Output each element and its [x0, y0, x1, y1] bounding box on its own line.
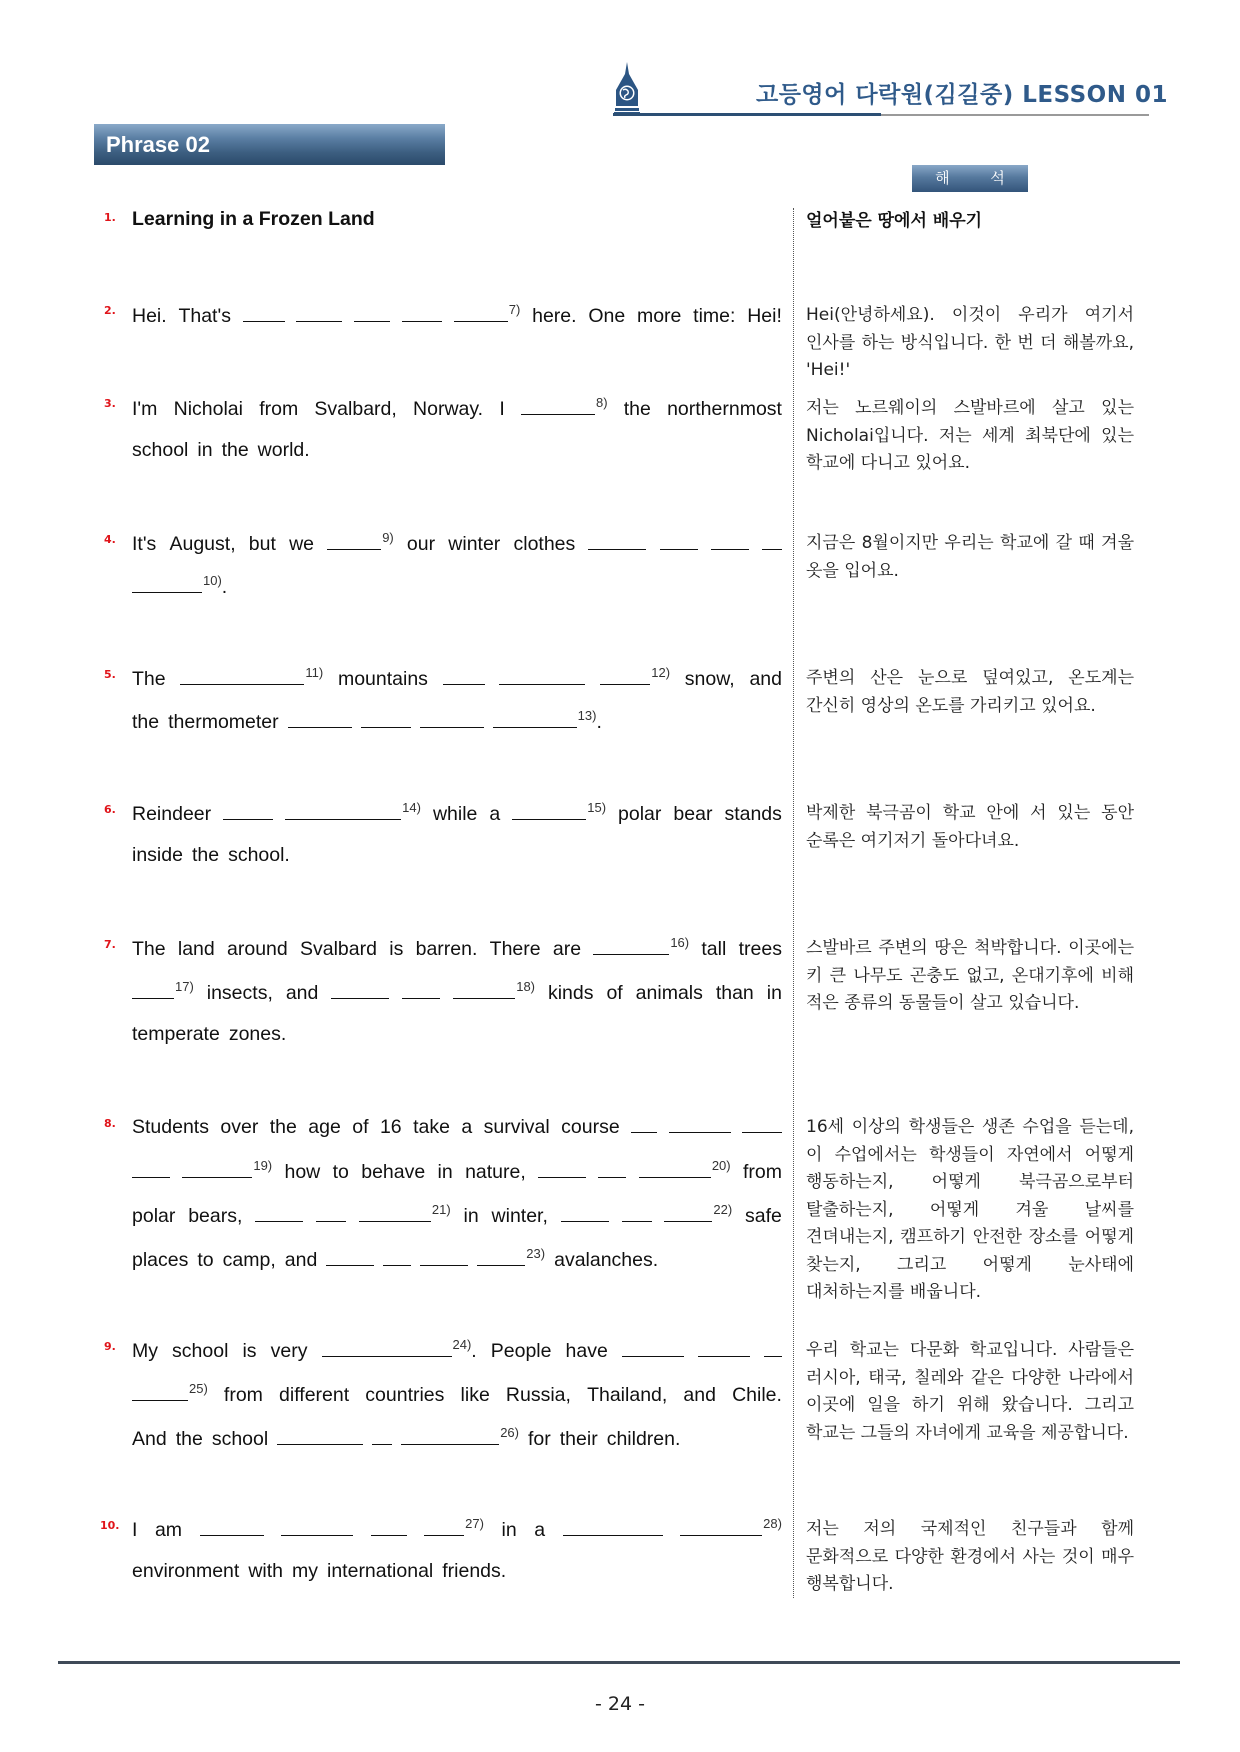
answer-blank[interactable] [593, 936, 669, 955]
answer-blank[interactable] [402, 980, 440, 999]
answer-blank[interactable] [223, 801, 273, 820]
item-english-line: $^{10)}$. [132, 573, 782, 599]
header-title: 고등영어 다락원(김길중) LESSON 01 [756, 82, 1168, 108]
answer-blank[interactable] [420, 709, 484, 728]
answer-blank[interactable] [521, 396, 595, 415]
answer-blank[interactable] [132, 980, 174, 999]
column-divider [793, 208, 794, 1598]
item-english-line: polar bears, $^{21)}$ in winter, $^{22)}$ safe [132, 1202, 782, 1227]
answer-blank[interactable] [680, 1517, 762, 1536]
item-english-line: I am $^{27)}$ in a $^{28)}$ [132, 1516, 782, 1541]
answer-blank[interactable] [132, 574, 202, 593]
answer-blank[interactable] [742, 1114, 782, 1133]
answer-blank[interactable] [622, 1338, 684, 1357]
item-number: 2. [104, 304, 116, 317]
answer-blank[interactable] [132, 1159, 170, 1178]
item-korean: 박제한 북극곰이 학교 안에 서 있는 동안 순록은 여기저기 돌아다녀요. [806, 803, 1134, 851]
answer-blank[interactable] [331, 980, 389, 999]
answer-blank[interactable] [711, 531, 749, 550]
answer-blank[interactable] [598, 1159, 626, 1178]
item-english-line: The land around Svalbard is barren. There are $^{16)}$ tall trees [132, 935, 782, 960]
item-english-line: $^{25)}$ from different countries like Russia, Thailand, and Chile. [132, 1381, 782, 1407]
item-number: 10. [100, 1519, 120, 1532]
section-title-box [94, 124, 445, 165]
section-title: Phrase 02 [106, 132, 210, 157]
item-english-line: Hei. That's $^{7)}$ here. One more time: Hei! [132, 302, 782, 327]
item-english-line: I'm Nicholai from Svalbard, Norway. I $^{8)}$ the northernmost [132, 395, 782, 420]
answer-blank[interactable] [401, 1426, 499, 1445]
answer-blank[interactable] [631, 1114, 657, 1133]
answer-blank[interactable] [132, 1382, 188, 1401]
page-number: - 24 - [595, 1693, 645, 1715]
header-underline-grey [881, 114, 1149, 116]
answer-blank[interactable] [600, 666, 650, 685]
answer-blank[interactable] [354, 303, 390, 322]
item-english-line: $^{19)}$ how to behave in nature, $^{20)}$ from [132, 1158, 782, 1184]
item-english-line: the thermometer $^{13)}$. [132, 708, 602, 733]
answer-blank[interactable] [499, 666, 585, 685]
answer-blank[interactable] [639, 1159, 711, 1178]
item-number: 5. [104, 668, 116, 681]
answer-blank[interactable] [454, 303, 508, 322]
item-korean: Hei(안녕하세요). 이것이 우리가 여기서 인사를 하는 방식입니다. 한 번 더 해볼까요, 'Hei!' [806, 305, 1134, 380]
interpretation-badge: 해 석 [912, 165, 1028, 192]
pen-nib-globe-icon [612, 60, 642, 116]
item-korean: 스발바르 주변의 땅은 척박합니다. 이곳에는 키 큰 나무도 곤충도 없고, 온대기후에 비해 적은 종류의 동물들이 살고 있습니다. [806, 938, 1134, 1013]
item-number: 8. [104, 1117, 116, 1130]
answer-blank[interactable] [296, 303, 342, 322]
answer-blank[interactable] [322, 1338, 452, 1357]
answer-blank[interactable] [285, 801, 401, 820]
answer-blank[interactable] [660, 531, 698, 550]
item-english-line: places to camp, and $^{23)}$ avalanches. [132, 1246, 659, 1271]
answer-blank[interactable] [561, 1203, 609, 1222]
item-number: 9. [104, 1340, 116, 1353]
answer-blank[interactable] [255, 1203, 303, 1222]
item-english-line: temperate zones. [132, 1023, 287, 1045]
item-number: 7. [104, 938, 116, 951]
answer-blank[interactable] [453, 980, 515, 999]
answer-blank[interactable] [420, 1247, 468, 1266]
answer-blank[interactable] [669, 1114, 731, 1133]
item-korean: 우리 학교는 다문화 학교입니다. 사람들은 러시아, 태국, 칠레와 같은 다양한 나라에서 이곳에 일을 하기 위해 왔습니다. 그리고 학교는 그들의 자녀에게 교육을 제공합니다. [806, 1340, 1134, 1443]
answer-blank[interactable] [764, 1338, 782, 1357]
answer-blank[interactable] [477, 1247, 525, 1266]
item-english-line: Reindeer $^{14)}$ while a $^{15)}$ polar bear stands [132, 800, 782, 825]
answer-blank[interactable] [327, 531, 381, 550]
answer-blank[interactable] [288, 709, 352, 728]
item-english-line: The $^{11)}$ mountains $^{12)}$ snow, and [132, 665, 782, 690]
item-number: 3. [104, 397, 116, 410]
answer-blank[interactable] [563, 1517, 663, 1536]
item-korean: 저는 노르웨이의 스발바르에 살고 있는 Nicholai입니다. 저는 세계 최북단에 있는 학교에 다니고 있어요. [806, 398, 1134, 473]
answer-blank[interactable] [316, 1203, 346, 1222]
item-english-line: school in the world. [132, 439, 310, 461]
answer-blank[interactable] [371, 1517, 407, 1536]
item-korean: 주변의 산은 눈으로 덮여있고, 온도계는 간신히 영상의 온도를 가리키고 있어요. [806, 668, 1134, 716]
item-english-line: environment with my international friends. [132, 1560, 507, 1582]
answer-blank[interactable] [180, 666, 304, 685]
item-english-line: It's August, but we $^{9)}$ our winter clothes [132, 530, 782, 556]
footer-rule [58, 1661, 1180, 1664]
answer-blank[interactable] [402, 303, 442, 322]
item-korean: 16세 이상의 학생들은 생존 수업을 듣는데, 이 수업에서는 학생들이 자연에서 어떻게 행동하는지, 어떻게 북극곰으로부터 탈출하는지, 어떻게 겨울 날씨를 견뎌내는지, 캠프하기 안전한 장소를 어떻게 찾는지, 그리고 어떻게 눈사태에 대처하는지를 배웁니다. [806, 1117, 1134, 1302]
answer-blank[interactable] [372, 1426, 392, 1445]
item-number: 6. [104, 803, 116, 816]
answer-blank[interactable] [383, 1247, 411, 1266]
answer-blank[interactable] [361, 709, 411, 728]
answer-blank[interactable] [200, 1517, 264, 1536]
answer-blank[interactable] [281, 1517, 353, 1536]
answer-blank[interactable] [762, 531, 782, 550]
item-korean: 저는 저의 국제적인 친구들과 함께 문화적으로 다양한 환경에서 사는 것이 매우 행복합니다. [806, 1519, 1134, 1594]
answer-blank[interactable] [359, 1203, 431, 1222]
item-english-line: $^{17)}$ insects, and $^{18)}$ kinds of animals than in [132, 979, 782, 1005]
answer-blank[interactable] [538, 1159, 586, 1178]
header-underline-dark [613, 113, 881, 116]
answer-blank[interactable] [664, 1203, 712, 1222]
answer-blank[interactable] [622, 1203, 652, 1222]
answer-blank[interactable] [326, 1247, 374, 1266]
answer-blank[interactable] [443, 666, 485, 685]
item-english-line: And the school $^{26)}$ for their children. [132, 1425, 681, 1450]
answer-blank[interactable] [182, 1159, 252, 1178]
item-korean: 지금은 8월이지만 우리는 학교에 갈 때 겨울 옷을 입어요. [806, 533, 1134, 581]
answer-blank[interactable] [698, 1338, 750, 1357]
item-english-title: Learning in a Frozen Land [132, 208, 375, 230]
item-number: 4. [104, 533, 116, 546]
answer-blank[interactable] [512, 801, 586, 820]
item-english-line: Students over the age of 16 take a survival course [132, 1114, 782, 1139]
item-english-line: inside the school. [132, 844, 290, 866]
answer-blank[interactable] [277, 1426, 363, 1445]
answer-blank[interactable] [424, 1517, 464, 1536]
item-korean: 얼어붙은 땅에서 배우기 [806, 211, 983, 231]
item-number: 1. [104, 211, 116, 224]
item-english-line: My school is very $^{24)}$. People have [132, 1337, 782, 1363]
answer-blank[interactable] [493, 709, 577, 728]
answer-blank[interactable] [588, 531, 646, 550]
answer-blank[interactable] [243, 303, 285, 322]
